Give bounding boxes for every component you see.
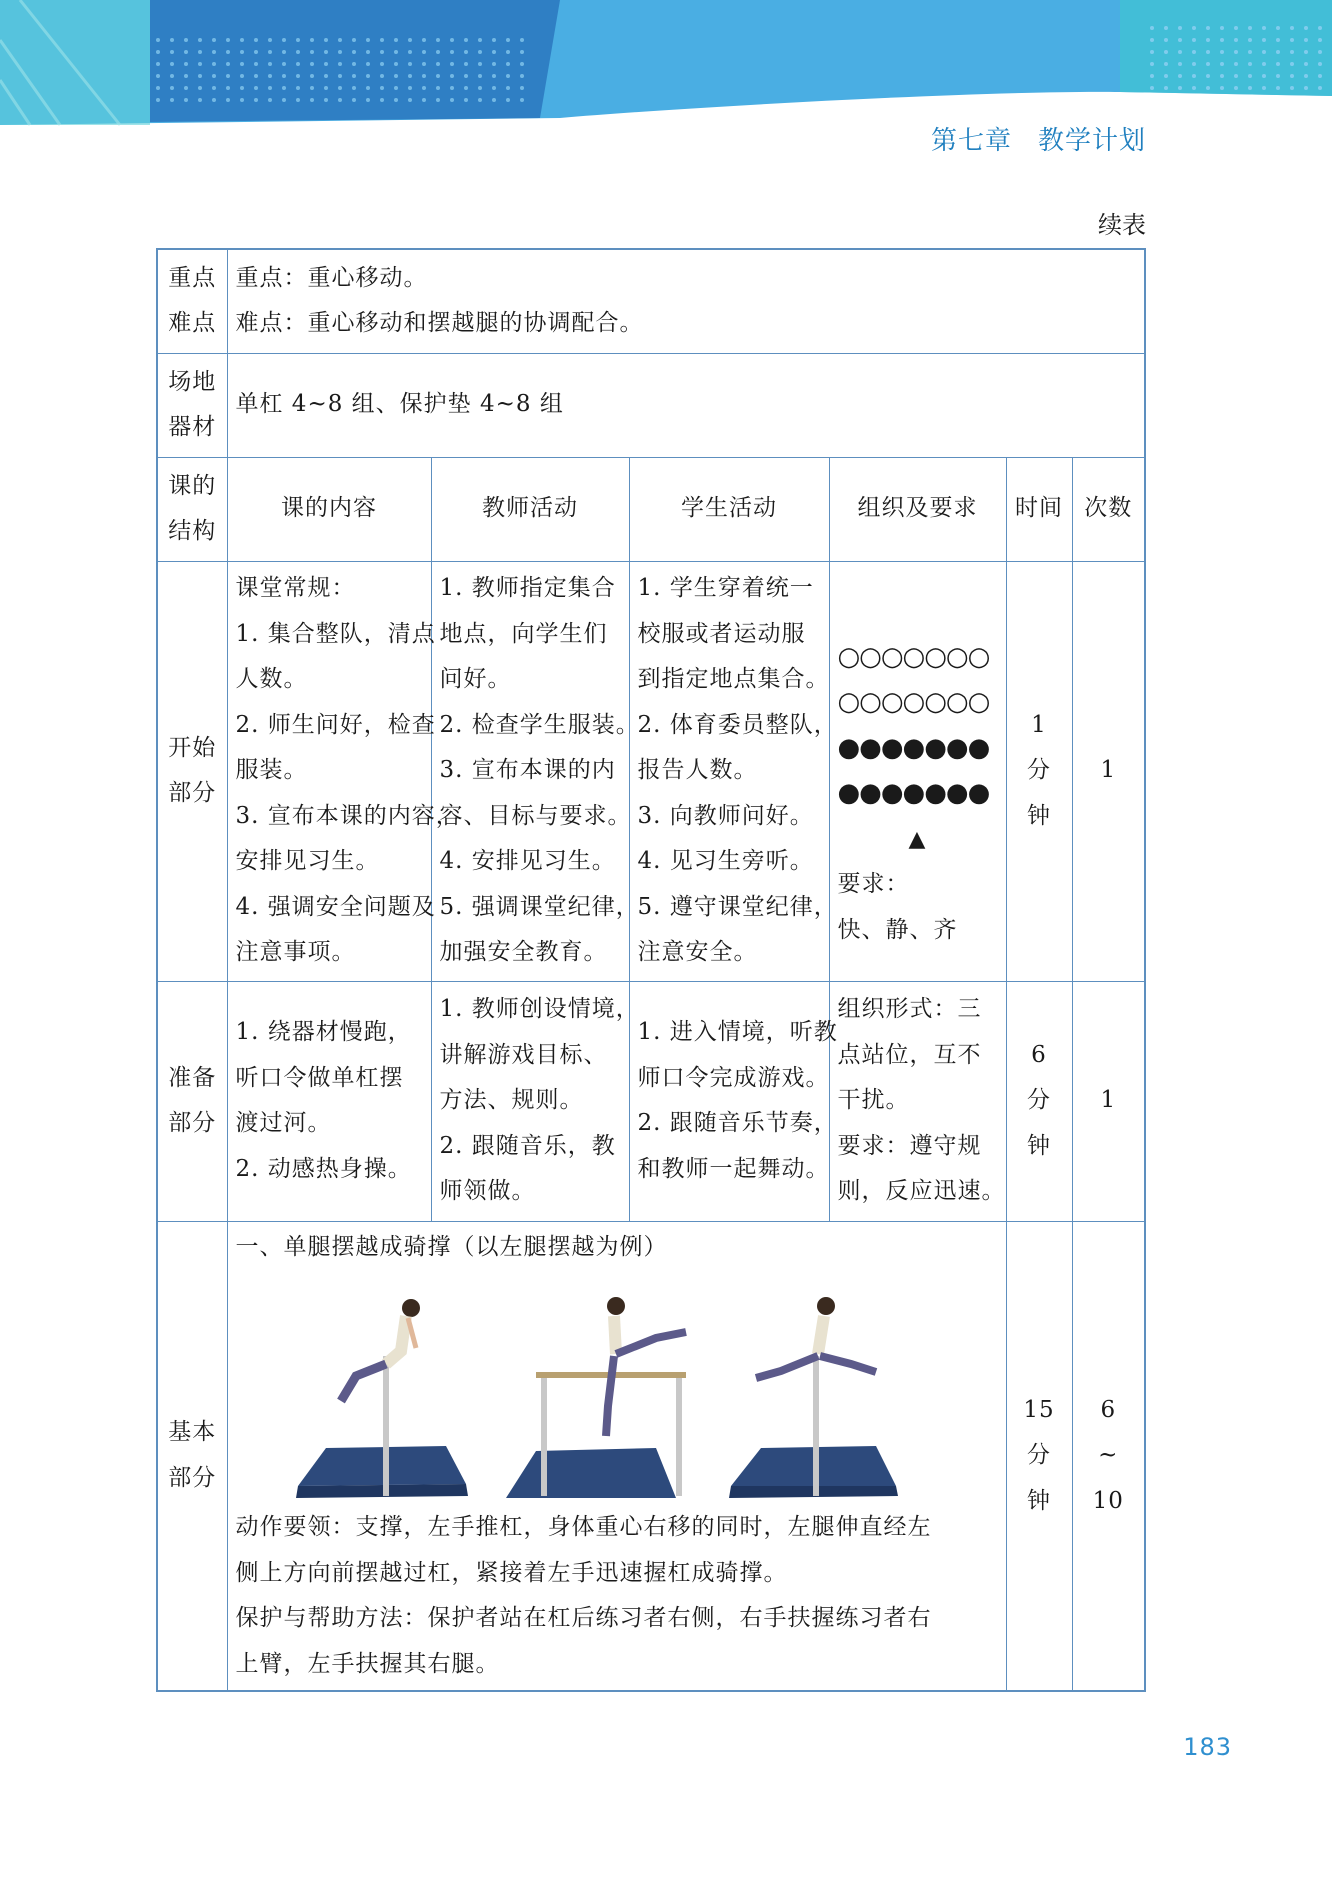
text-line: 到指定地点集合。	[637, 666, 830, 693]
text-line: 2. 跟随音乐节奏，	[637, 1110, 838, 1136]
label-line: 难点	[168, 310, 217, 337]
teacher-position-marker: ▲	[908, 826, 927, 852]
section-title: 教学计划	[1037, 126, 1146, 156]
text-line: 报告人数。	[637, 757, 758, 784]
text-line: 1. 集合整队，清点	[235, 620, 436, 647]
opening-count: 1	[1072, 561, 1145, 981]
text-line: 4. 见习生旁听。	[637, 848, 814, 875]
label-line: 结构	[168, 518, 217, 544]
text-line: 则，反应迅速。	[837, 1178, 1006, 1205]
text-line: 和教师一起舞动。	[637, 1155, 830, 1182]
chapter-title	[931, 120, 1146, 157]
header-teacher: 教师活动	[431, 457, 629, 561]
preparation-student	[629, 981, 838, 1221]
text-line: 干扰。	[837, 1087, 910, 1114]
exercise-figure-3	[729, 1297, 898, 1498]
count-line: 6	[1100, 1396, 1117, 1423]
text-line: 组织形式：三	[837, 996, 982, 1023]
text-line: 师口令完成游戏。	[637, 1064, 830, 1091]
header-organization: 组织及要求	[829, 457, 1006, 561]
opening-time	[1006, 561, 1072, 981]
text-line: 上臂，左手扶握其右腿。	[235, 1650, 500, 1677]
formation-row-hollow: ○○○○○○○	[837, 641, 990, 672]
equipment-label	[157, 353, 227, 457]
count-line: 10	[1092, 1487, 1124, 1514]
opening-student	[629, 561, 838, 981]
key-points-text	[227, 249, 1145, 353]
label-line: 器材	[168, 414, 217, 440]
time-line: 分	[1027, 1087, 1051, 1114]
gymnastics-illustration	[236, 1276, 952, 1501]
header-student: 学生活动	[629, 457, 829, 561]
exercise-figure-2	[506, 1297, 686, 1498]
text-line: 快、静、齐	[837, 916, 958, 943]
text-line: 3. 宣布本课的内容，	[235, 802, 460, 829]
basic-time	[1006, 1221, 1072, 1691]
text-line: 2. 跟随音乐，教	[439, 1132, 616, 1159]
label-line: 部分	[168, 1110, 217, 1136]
formation-row-hollow: ○○○○○○○	[837, 687, 990, 717]
text-line: 地点，向学生们	[439, 620, 608, 647]
opening-content	[227, 561, 460, 981]
preparation-time	[1006, 981, 1072, 1221]
structure-header-row	[157, 457, 1145, 561]
basic-count	[1072, 1221, 1145, 1691]
text-line: 安排见习生。	[235, 848, 380, 875]
label-line: 场地	[168, 368, 217, 395]
text-line: 校服或者运动服	[637, 620, 806, 647]
key-point: 重点：重心移动。	[235, 264, 428, 291]
text-line: 注意事项。	[235, 939, 356, 966]
text-line: 4. 安排见习生。	[439, 848, 616, 875]
text-line: 2. 师生问好，检查	[235, 711, 436, 738]
time-line: 1	[1031, 711, 1047, 738]
label-line: 准备	[168, 1064, 217, 1091]
label-line: 部分	[168, 1464, 217, 1491]
formation-row-solid: ●●●●●●●	[837, 778, 990, 808]
text-line: 4. 强调安全问题及	[235, 893, 436, 920]
preparation-organization	[829, 981, 1006, 1221]
formation-row-solid: ●●●●●●●	[837, 732, 990, 763]
structure-label	[157, 457, 227, 561]
label-line: 开始	[168, 734, 217, 761]
basic-title: 一、单腿摆越成骑撑（以左腿摆越为例）	[235, 1233, 668, 1260]
time-line: 钟	[1027, 1487, 1051, 1514]
basic-row	[157, 1221, 1145, 1691]
text-line: 点站位，互不	[837, 1041, 982, 1068]
text-line: 2. 检查学生服装。	[439, 711, 640, 738]
header-banner	[0, 0, 1332, 135]
label-line: 基本	[168, 1419, 217, 1446]
label-line: 部分	[168, 780, 217, 806]
text-line: 1. 教师创设情境，	[439, 996, 640, 1023]
time-line: 15	[1023, 1396, 1055, 1423]
header-time: 时间	[1006, 457, 1072, 561]
text-line: 渡过河。	[235, 1110, 332, 1136]
formation-spacer	[838, 589, 998, 635]
label-line: 重点	[168, 264, 217, 291]
continued-label: 续表	[1098, 211, 1146, 239]
preparation-count: 1	[1072, 981, 1145, 1221]
equipment-row	[157, 353, 1145, 457]
text-line: 1. 绕器材慢跑，	[235, 1019, 412, 1045]
text-line: 保护与帮助方法：保护者站在杠后练习者右侧，右手扶握练习者右	[235, 1605, 932, 1631]
count-line: ~	[1098, 1442, 1119, 1468]
opening-teacher	[431, 561, 640, 981]
text-line: 要求：	[837, 871, 910, 897]
text-line: 2. 动感热身操。	[235, 1155, 412, 1182]
text-line: 1. 进入情境，听教	[637, 1019, 838, 1045]
text-line: 3. 宣布本课的内	[439, 757, 616, 784]
opening-label	[157, 561, 227, 981]
header-content: 课的内容	[227, 457, 431, 561]
text-line: 人数。	[235, 666, 308, 693]
text-line: 方法、规则。	[439, 1087, 584, 1114]
opening-organization	[829, 561, 1006, 981]
text-line: 课堂常规：	[235, 575, 356, 602]
text-line: 1. 教师指定集合	[439, 575, 616, 602]
chapter-number: 第七章	[930, 126, 1012, 156]
preparation-teacher	[431, 981, 640, 1221]
time-line: 6	[1031, 1041, 1047, 1068]
text-line: 动作要领：支撑，左手推杠，身体重心右移的同时，左腿伸直经左	[235, 1514, 932, 1540]
opening-row	[157, 561, 1145, 981]
text-line: 加强安全教育。	[439, 939, 608, 966]
text-line: 侧上方向前摆越过杠，紧接着左手迅速握杠成骑撑。	[235, 1559, 788, 1586]
label-line: 课的	[168, 472, 217, 499]
text-line: 5. 遵守课堂纪律，	[637, 893, 838, 920]
text-line: 2. 体育委员整队，	[637, 711, 838, 738]
lesson-plan-table	[156, 248, 1146, 1692]
preparation-label	[157, 981, 227, 1221]
basic-content	[227, 1221, 1006, 1691]
text-line: 注意安全。	[637, 939, 758, 966]
time-line: 分	[1027, 1442, 1051, 1468]
time-line: 分	[1027, 757, 1051, 784]
header-count: 次数	[1072, 457, 1145, 561]
preparation-row	[157, 981, 1145, 1221]
text-line: 容、目标与要求。	[439, 802, 632, 829]
key-points-label	[157, 249, 227, 353]
text-line: 听口令做单杠摆	[235, 1064, 404, 1091]
equipment-text: 单杠 4~8 组、保护垫 4~8 组	[227, 353, 1145, 457]
basic-label	[157, 1221, 227, 1691]
text-line: 问好。	[439, 666, 512, 693]
text-line: 服装。	[235, 757, 308, 784]
text-line: 5. 强调课堂纪律，	[439, 893, 640, 920]
preparation-content	[227, 981, 431, 1221]
exercise-figure-1	[296, 1299, 468, 1498]
text-line: 讲解游戏目标、	[439, 1041, 608, 1068]
text-line: 3. 向教师问好。	[637, 802, 814, 829]
time-line: 钟	[1027, 1132, 1051, 1159]
text-line: 师领做。	[439, 1178, 536, 1205]
page-number: 183	[1183, 1733, 1232, 1761]
key-points-row	[157, 249, 1145, 353]
difficulty: 难点：重心移动和摆越腿的协调配合。	[235, 310, 644, 337]
time-line: 钟	[1027, 802, 1051, 829]
text-line: 1. 学生穿着统一	[637, 575, 814, 602]
text-line: 要求：遵守规	[837, 1132, 982, 1159]
